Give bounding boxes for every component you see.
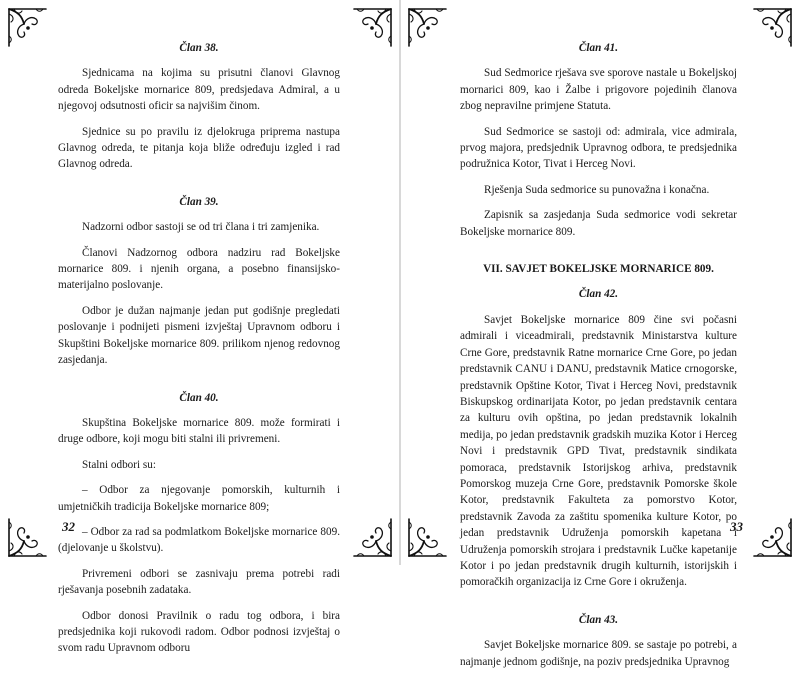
page-number-right: 33 [730, 519, 743, 534]
paragraph: Stalni odbori su: [82, 458, 156, 471]
spacer [58, 378, 340, 390]
paragraph: Nadzorni odbor sastoji se od tri člana i tri zamjenika. [82, 221, 320, 234]
corner-ornament-bottom-left-icon [6, 517, 48, 559]
paragraph: – Odbor za njegovanje pomorskih, kulturnih i umjetničkih tradicija Bokeljske mornarice 809; [58, 484, 340, 513]
corner-ornament-top-left-icon [6, 6, 48, 48]
corner-ornament-top-right-icon [352, 6, 394, 48]
paragraph: Rješenja Suda sedmorice su punovažna i konačna. [484, 183, 710, 196]
article-heading: Član 40. [179, 391, 219, 404]
paragraph: Privremeni odbori se zasnivaju prema potrebi radi rješavanja posebnih zadataka. [58, 567, 340, 597]
paragraph: Članovi Nadzornog odbora nadziru rad Bokeljske mornarice 809. i njenih organa, a posebno finansijsko-materijalno poslovanje. [58, 246, 340, 292]
paragraph: Savjet Bokeljske mornarice 809 čine svi počasni admirali i viceadmirali, predstavnik Ministarstva kulture Crne Gore, predstavnik Ratne mornarice Crne Gore, po jedan predstavnik CANU i DANU, predstavnik Matice crnogorske, predstavnik Opštine Kotor, Tivat i Herceg Novi, predstavnik Biskupskog ordinarijata Kotor, po jedan predstavnik centara za kulturu ovih opština, po jedan predstavnik lokalnih medija, po jedan predstavnik gradskih muzika Kotor i Herceg Novi i predstavnik GPD Tivat, predstavnik sindikata pomoraca, predstavnik Istorijskog arhiva, predstavnik Pomorskog muzeja Crne Gore, predstavnik Pomorske škole Kotor, predstavnik Fakulteta za pomorstvo Kotor, predstavnik Zavoda za zaštitu spomenika kulture Kotor, po jedan predstavnik Udruženja pomorskih kapetana i Udruženja pomorskih strojara i predstavnik Lučke kapetanije Kotor i po jedan predstavnik drugih kulturnih, istorijskih i pomoračkih organizacija iz Crne Gore i okruženja. [460, 313, 737, 589]
left-text-column [58, 40, 340, 666]
spacer [58, 182, 340, 194]
corner-ornament-top-right-icon [752, 6, 794, 48]
right-text-column [460, 40, 737, 679]
article-heading: Član 41. [578, 42, 619, 54]
section-title: VII. SAVJET BOKELJSKE MORNARICE 809. [483, 263, 714, 276]
page-number-left: 32 [62, 519, 75, 534]
article-heading: Član 43. [578, 613, 619, 626]
right-page [400, 0, 800, 668]
paragraph: Skupština Bokeljske mornarice 809. može formirati i druge odbore, koji mogu biti stalni ili privremeni. [58, 416, 340, 446]
paragraph: Zapisnik sa zasjedanja Suda sedmorice vodi sekretar Bokeljske mornarice 809. [460, 209, 737, 238]
corner-ornament-bottom-left-icon [406, 517, 448, 559]
paragraph: Sud Sedmorice rješava sve sporove nastale u Bokeljskoj mornarici 809, kao i Žalbe i prigovore pojedinih članova zbog nepravilne primjene Statuta. [460, 67, 737, 113]
paragraph: Sjednice su po pravilu iz djelokruga priprema nastupa Glavnog odreda, te pitanja koja bliže određuju izgled i rad Glavnog odreda. [58, 125, 340, 171]
left-page [0, 0, 400, 655]
paragraph: Sjednicama na kojima su prisutni članovi Glavnog odreda Bokeljske mornarice 809, predsjedava Admiral, a u njegovoj odsutnosti oficir sa najvišim činom. [58, 67, 340, 113]
article-heading: Član 42. [578, 288, 619, 301]
paragraph: Odbor donosi Pravilnik o radu tog odbora, i bira predsjednika koji rukovodi radom. Odbor podnosi izvještaj o svom radu Upravnom odboru [58, 609, 340, 655]
article-heading: Član 38. [179, 42, 219, 54]
corner-ornament-top-left-icon [406, 6, 448, 48]
paragraph: Odbor je dužan najmanje jedan put godišnje pregledati poslovanje i podnijeti pismeni izvještaj Upravnom odboru i Skupštini Bokeljske mornarice 809. prilikom njenog redovnog zasjedanja. [58, 304, 340, 367]
paragraph: Sud Sedmorice se sastoji od: admirala, vice admirala, prvog majora, predsjednik Upravnog odbora, te predsjednika podružnica Kotor, Tivat i Herceg Novi. [460, 125, 737, 171]
spacer [460, 600, 737, 612]
spacer [460, 249, 737, 261]
paragraph: – Odbor za rad sa podmlatkom Bokeljske mornarice 809. (djelovanje u školstvu). [58, 525, 340, 555]
corner-ornament-bottom-right-icon [352, 517, 394, 559]
article-heading: Član 39. [179, 195, 219, 208]
paragraph: Savjet Bokeljske mornarice 809. se sastaje po potrebi, a najmanje jednom godišnje, na poziv predsjednika Upravnog [460, 639, 737, 668]
corner-ornament-bottom-right-icon [752, 517, 794, 559]
